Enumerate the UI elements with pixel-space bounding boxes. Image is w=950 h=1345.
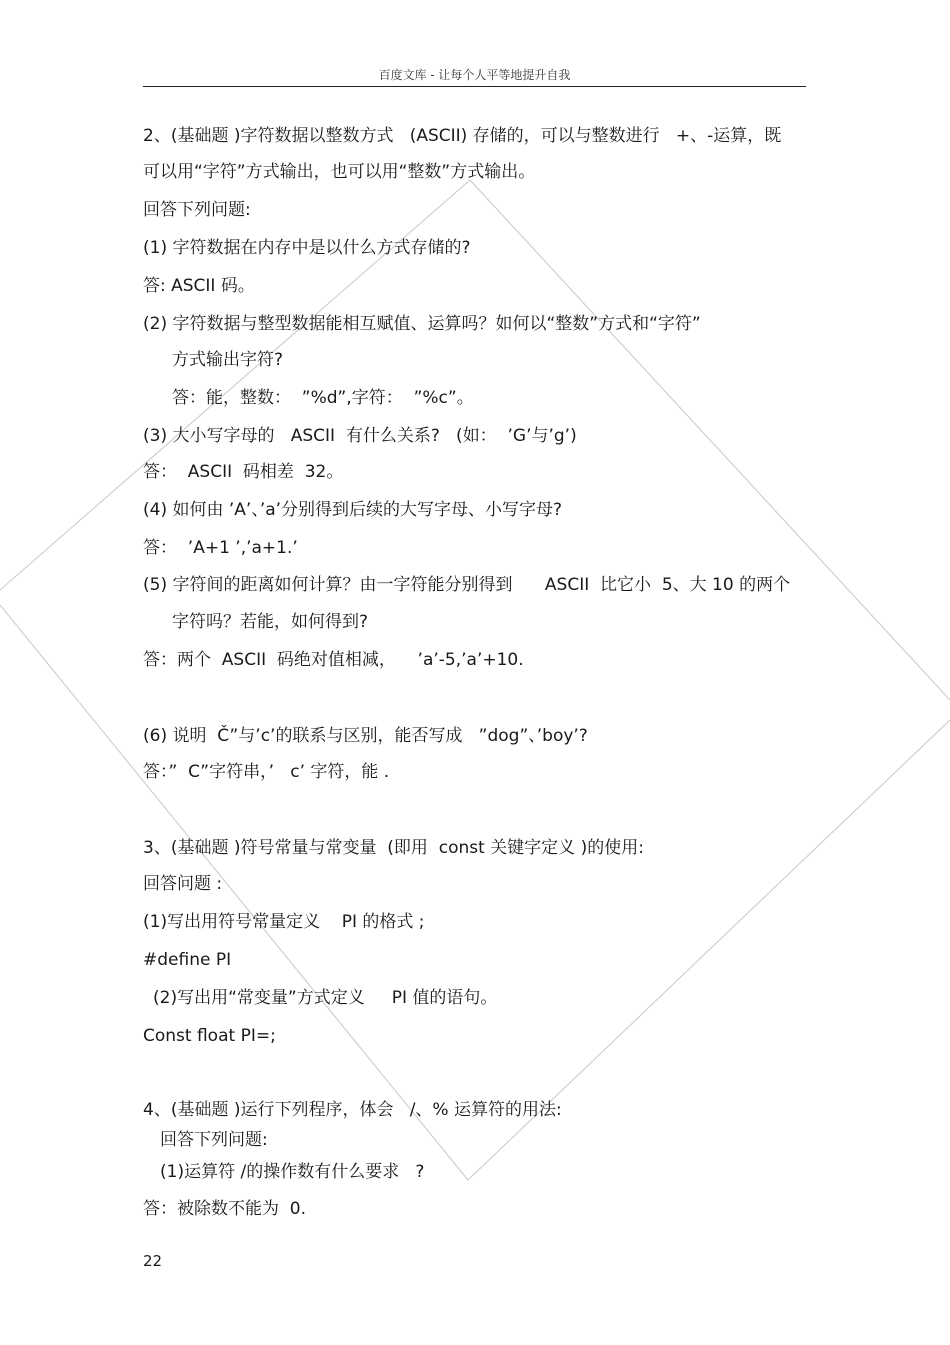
q2-prompt: 回答下列问题: bbox=[143, 200, 251, 220]
q2-sub5-line-1: (5) 字符间的距离如何计算？由一字符能分别得到 ASCII 比它小 5、大 10 的两个 bbox=[143, 575, 791, 595]
page-header: 百度文库 - 让每个人平等地提升自我 bbox=[378, 68, 571, 82]
q4-stem: 4、(基础题 )运行下列程序，体会 /、% 运算符的用法: bbox=[143, 1100, 562, 1120]
q4-ans1: 答：被除数不能为 0. bbox=[143, 1199, 307, 1219]
q3-ans1: #define PI bbox=[143, 950, 232, 970]
q2-sub2-line-2: 方式输出字符? bbox=[172, 350, 284, 370]
q2-sub3: (3) 大小写字母的 ASCII 有什么关系? (如： ’G’与’g’) bbox=[143, 426, 577, 446]
q3-stem: 3、(基础题 )符号常量与常变量 (即用 const 关键字定义 )的使用: bbox=[143, 838, 644, 858]
q3-ans2: Const float PI=; bbox=[143, 1026, 276, 1046]
q2-ans4: 答： ’A+1 ’,’a+1.’ bbox=[143, 538, 298, 558]
q4-prompt: 回答下列问题: bbox=[160, 1130, 268, 1150]
q2-ans3: 答： ASCII 码相差 32。 bbox=[143, 462, 344, 482]
q2-ans1: 答: ASCII 码。 bbox=[143, 276, 255, 296]
q3-prompt: 回答问题 : bbox=[143, 874, 223, 894]
q2-stem-line-1: 2、(基础题 )字符数据以整数方式 (ASCII) 存储的，可以与整数进行 +、-运算，既 bbox=[143, 126, 782, 146]
q2-sub2-line-1: (2) 字符数据与整型数据能相互赋值、运算吗？如何以“整数”方式和“字符” bbox=[143, 314, 701, 334]
q2-sub1: (1) 字符数据在内存中是以什么方式存储的? bbox=[143, 238, 471, 258]
q3-sub1: (1)写出用符号常量定义 PI 的格式 ; bbox=[143, 912, 425, 932]
page-number: 22 bbox=[143, 1252, 163, 1270]
q2-ans6: 答：” C”字符串，’ c’ 字符，能 . bbox=[143, 762, 390, 782]
header-divider bbox=[143, 86, 806, 87]
q2-stem-line-2: 可以用“字符”方式输出，也可以用“整数”方式输出。 bbox=[143, 162, 536, 182]
q2-ans5: 答：两个 ASCII 码绝对值相减， ’a’-5,’a’+10. bbox=[143, 650, 524, 670]
q2-sub5-line-2: 字符吗？若能，如何得到? bbox=[172, 612, 369, 632]
q2-ans2: 答：能，整数： ”%d”,字符： ”%c”。 bbox=[172, 388, 474, 408]
q3-sub2: (2)写出用“常变量”方式定义 PI 值的语句。 bbox=[153, 988, 498, 1008]
q2-sub6: (6) 说明 Č”与’c’的联系与区别，能否写成 ”dog”、’boy’? bbox=[143, 726, 588, 746]
watermark-line-2 bbox=[0, 605, 468, 1180]
q2-sub4: (4) 如何由 ’A’、’a’分别得到后续的大写字母、小写字母? bbox=[143, 500, 563, 520]
q4-sub1: (1)运算符 /的操作数有什么要求 ? bbox=[160, 1162, 425, 1182]
